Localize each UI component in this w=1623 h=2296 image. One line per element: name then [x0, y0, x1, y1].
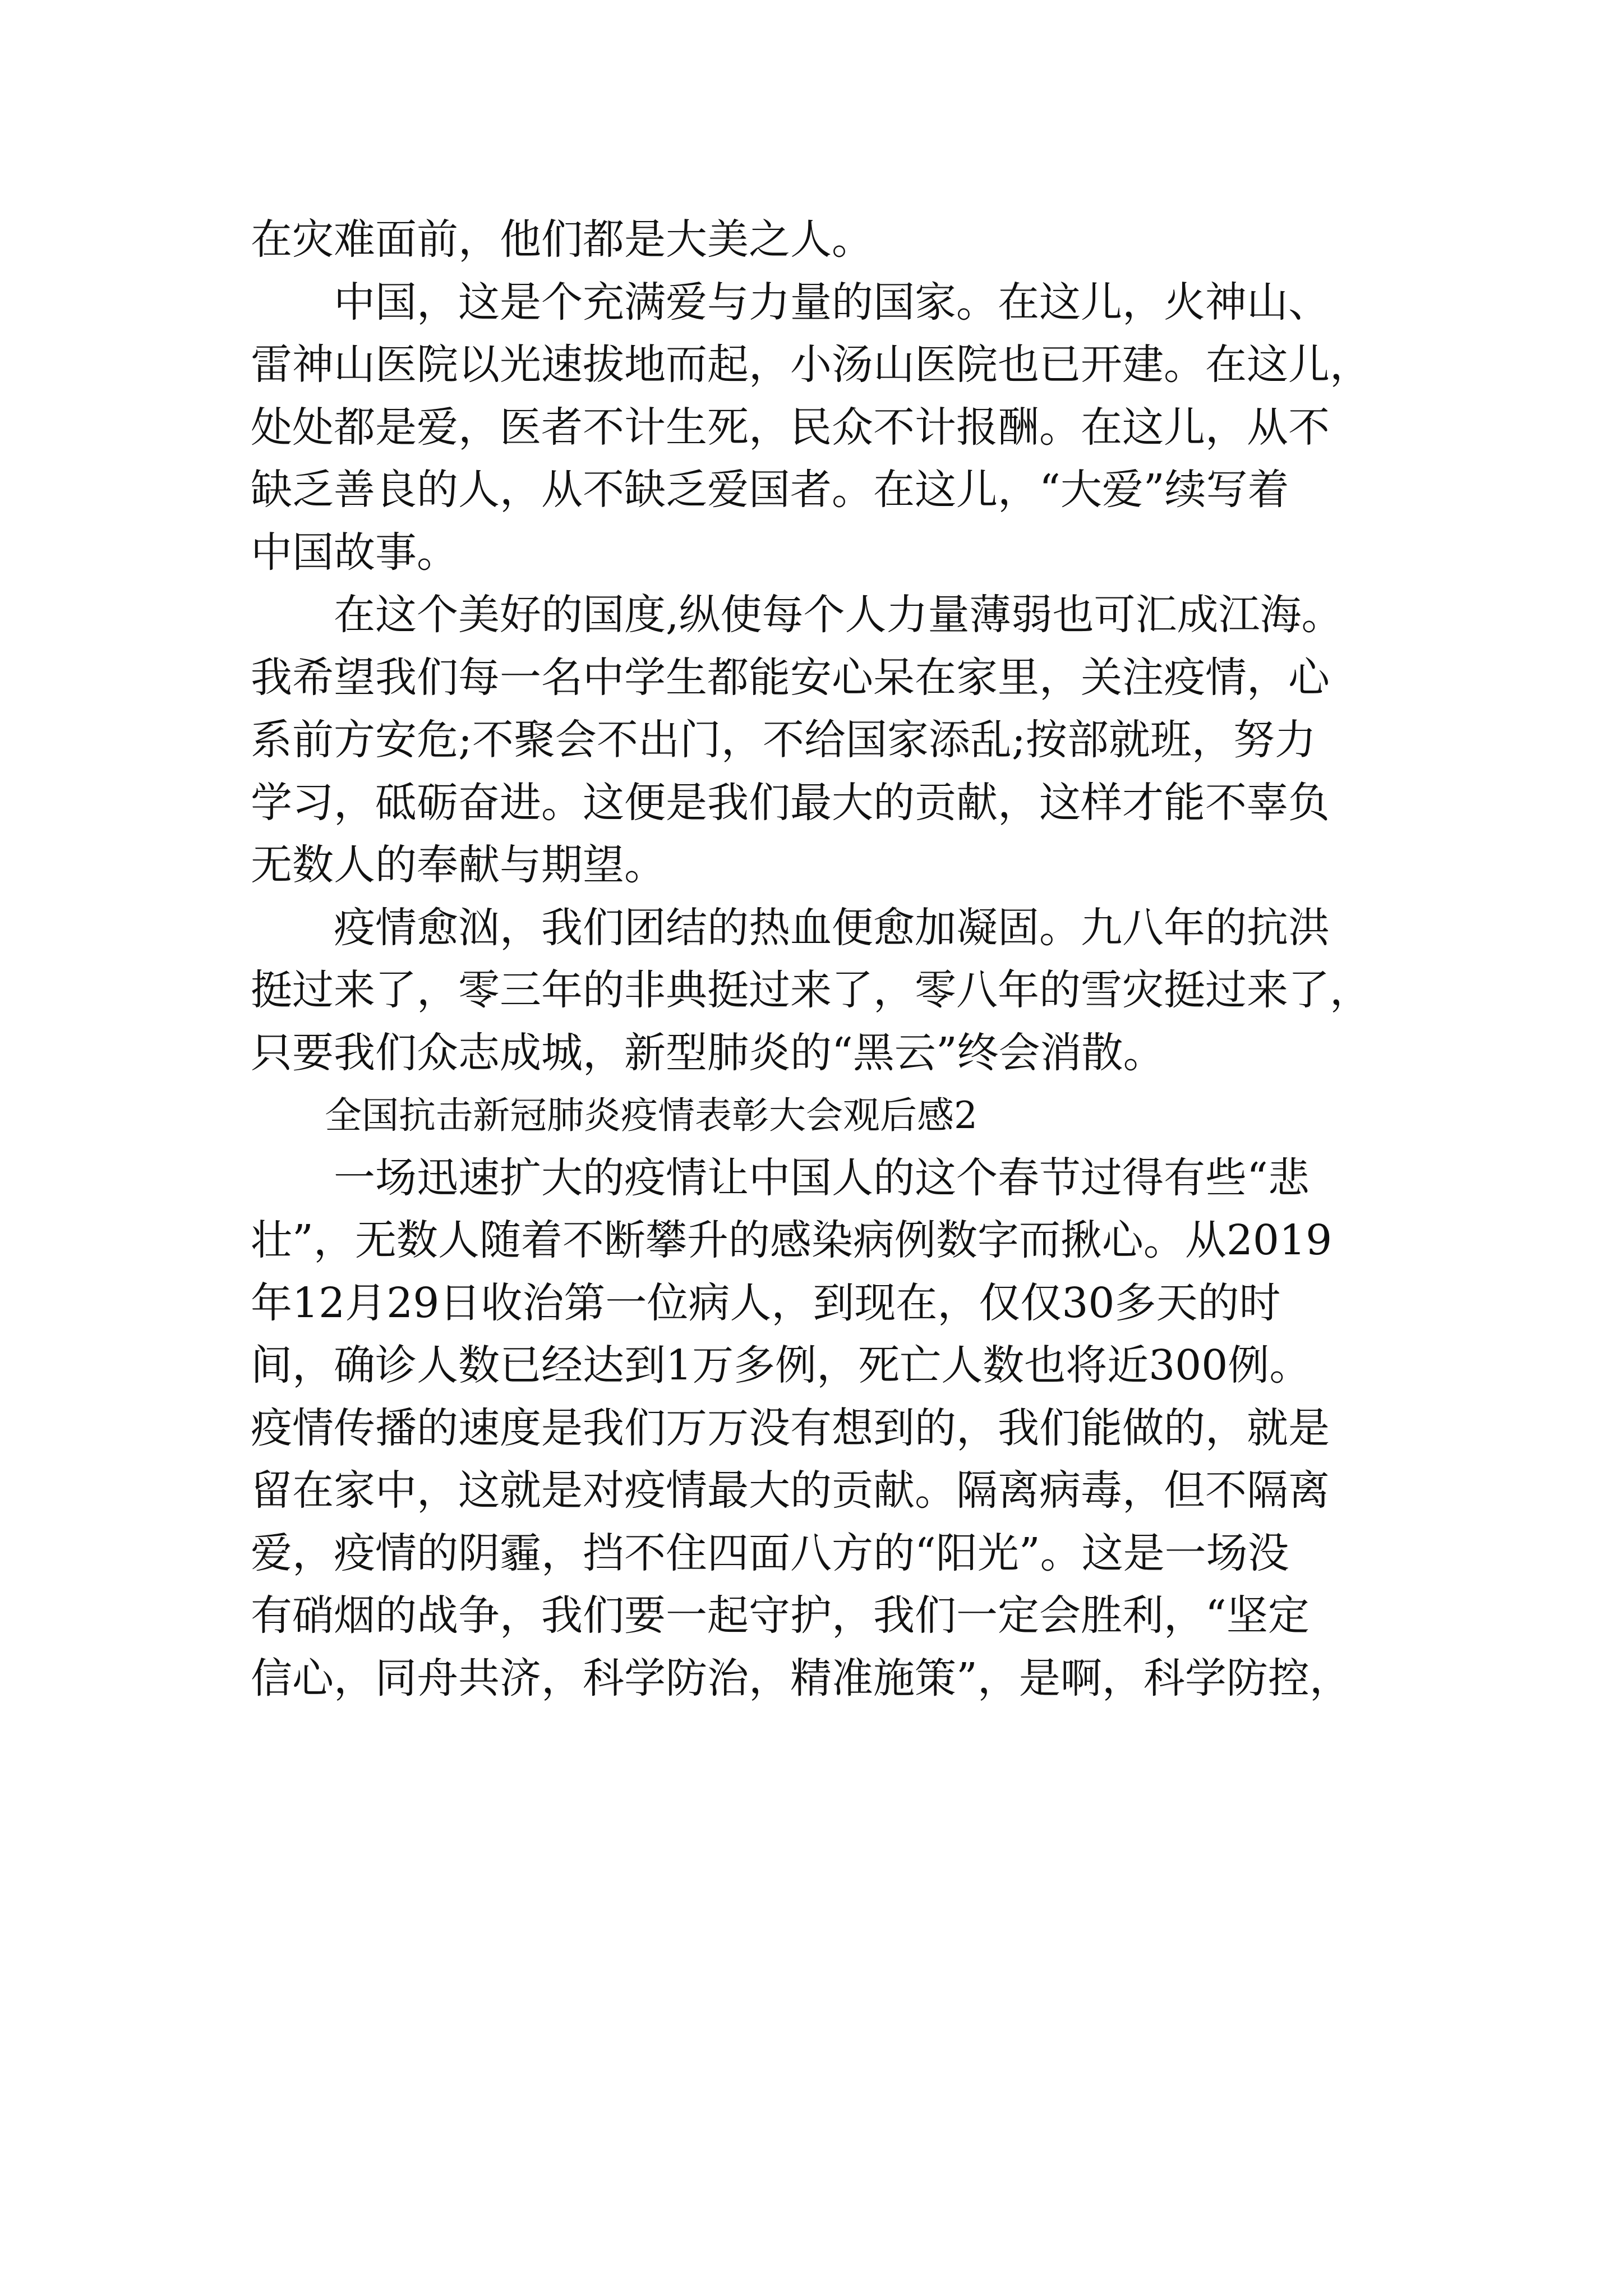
document-body	[251, 209, 1389, 1710]
text-line: 处处都是爱，医者不计生死，民众不计报酬。在这儿，从不	[251, 403, 1330, 452]
text-line: 系前方安危;不聚会不出门，不给国家添乱;按部就班，努力	[251, 716, 1316, 764]
text-line: 只要我们众志成城，新型肺炎的“黑云”终会消散。	[251, 1028, 1165, 1077]
text-line: 在这个美好的国度,纵使每个人力量薄弱也可汇成江海。	[251, 591, 1343, 639]
text-line: 在灾难面前，他们都是大美之人。	[251, 215, 873, 264]
text-line: 中国故事。	[251, 528, 458, 577]
text-line: 无数人的奉献与期望。	[251, 841, 666, 889]
text-line: 疫情愈汹，我们团结的热血便愈加凝固。九八年的抗洪	[251, 903, 1330, 952]
text-line: 中国，这是个充满爱与力量的国家。在这儿，火神山、	[251, 278, 1330, 326]
text-line: 学习，砥砺奋进。这便是我们最大的贡献，这样才能不辜负	[251, 778, 1330, 827]
text-line: 一场迅速扩大的疫情让中国人的这个春节过得有些“悲	[251, 1153, 1310, 1202]
text-line: 间，确诊人数已经达到1万多例，死亡人数也将近300例。	[251, 1341, 1311, 1389]
text-line: 留在家中，这就是对疫情最大的贡献。隔离病毒，但不隔离	[251, 1466, 1330, 1515]
text-line: 有硝烟的战争，我们要一起守护，我们一定会胜利，“坚定	[251, 1591, 1310, 1640]
text-line: 壮”，无数人随着不断攀升的感染病例数字而揪心。从2019	[251, 1216, 1332, 1264]
text-line: 爱，疫情的阴霾，挡不住四面八方的“阳光”。这是一场没	[251, 1529, 1289, 1577]
section-title: 全国抗击新冠肺炎疫情表彰大会观后感2	[251, 1094, 978, 1137]
text-line: 信心，同舟共济，科学防治，精准施策”，是啊，科学防控，	[251, 1654, 1351, 1703]
text-line: 我希望我们每一名中学生都能安心呆在家里，关注疫情，心	[251, 653, 1330, 702]
text-line: 挺过来了，零三年的非典挺过来了，零八年的雪灾挺过来了，	[251, 966, 1371, 1014]
text-line: 雷神山医院以光速拔地而起，小汤山医院也已开建。在这儿，	[251, 341, 1371, 389]
text-line: 缺乏善良的人，从不缺乏爱国者。在这儿，“大爱”续写着	[251, 466, 1289, 514]
text-line: 疫情传播的速度是我们万万没有想到的，我们能做的，就是	[251, 1404, 1330, 1452]
text-line: 年12月29日收治第一位病人，到现在，仅仅30多天的时	[251, 1278, 1281, 1327]
